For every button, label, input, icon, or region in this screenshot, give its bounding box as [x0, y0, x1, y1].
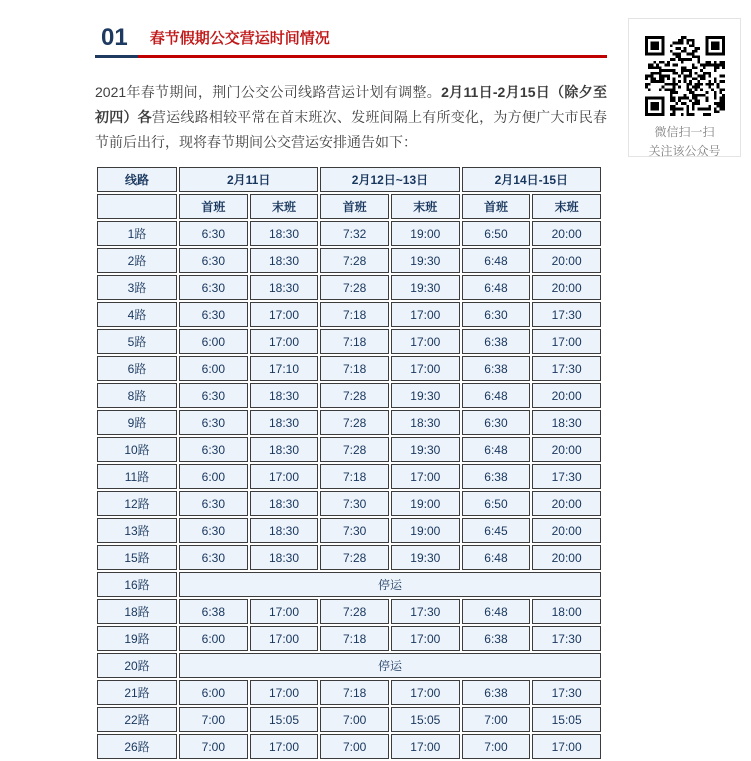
time-cell: 18:30 [250, 545, 319, 570]
timetable-body [97, 221, 601, 759]
suspended-cell: 停运 [179, 572, 601, 597]
time-cell: 20:00 [532, 221, 601, 246]
section-number: 01 [95, 26, 138, 58]
time-cell: 18:30 [250, 491, 319, 516]
route-cell: 3路 [97, 275, 177, 300]
time-cell: 17:00 [391, 356, 460, 381]
time-cell: 6:48 [462, 437, 531, 462]
time-cell: 6:45 [462, 518, 531, 543]
first-bus-header-2: 首班 [320, 194, 389, 219]
time-cell: 17:00 [250, 302, 319, 327]
time-cell: 17:10 [250, 356, 319, 381]
time-cell: 19:00 [391, 491, 460, 516]
time-cell: 6:48 [462, 545, 531, 570]
time-cell: 7:18 [320, 626, 389, 651]
time-cell: 7:00 [179, 734, 248, 759]
time-cell: 6:30 [179, 221, 248, 246]
time-cell: 6:38 [462, 626, 531, 651]
time-cell: 6:30 [179, 545, 248, 570]
time-cell: 7:18 [320, 680, 389, 705]
route-cell: 10路 [97, 437, 177, 462]
time-cell: 7:00 [320, 734, 389, 759]
time-cell: 20:00 [532, 518, 601, 543]
time-cell: 17:30 [391, 599, 460, 624]
table-row [97, 302, 601, 327]
intro-text-start: 2021年春节期间，荆门公交公司线路营运计划有调整。 [95, 84, 442, 100]
time-cell: 17:00 [250, 734, 319, 759]
time-cell: 7:30 [320, 491, 389, 516]
time-cell: 6:48 [462, 275, 531, 300]
route-cell: 15路 [97, 545, 177, 570]
time-cell: 17:30 [532, 302, 601, 327]
time-cell: 6:00 [179, 680, 248, 705]
time-cell: 6:30 [179, 437, 248, 462]
table-row [97, 410, 601, 435]
time-cell: 7:28 [320, 599, 389, 624]
time-cell: 18:00 [532, 599, 601, 624]
time-cell: 18:30 [250, 275, 319, 300]
route-cell: 2路 [97, 248, 177, 273]
suspended-cell: 停运 [179, 653, 601, 678]
section-title: 春节假期公交营运时间情况 [149, 30, 330, 47]
qr-caption-line2: 关注该公众号 [648, 144, 721, 158]
route-cell: 19路 [97, 626, 177, 651]
time-cell: 18:30 [532, 410, 601, 435]
route-cell: 6路 [97, 356, 177, 381]
time-cell: 18:30 [250, 383, 319, 408]
route-cell: 11路 [97, 464, 177, 489]
time-cell: 7:00 [462, 734, 531, 759]
time-cell: 20:00 [532, 437, 601, 462]
time-cell: 17:00 [391, 329, 460, 354]
time-cell: 19:30 [391, 545, 460, 570]
bus-timetable [95, 165, 603, 761]
first-bus-header-3: 首班 [462, 194, 531, 219]
time-cell: 20:00 [532, 248, 601, 273]
route-cell: 12路 [97, 491, 177, 516]
date-group-header-2: 2月12日~13日 [320, 167, 459, 192]
time-cell: 6:30 [179, 275, 248, 300]
qr-caption [629, 123, 740, 161]
time-cell: 6:38 [462, 356, 531, 381]
time-cell: 7:32 [320, 221, 389, 246]
time-cell: 7:00 [462, 707, 531, 732]
time-cell: 17:00 [391, 302, 460, 327]
time-cell: 15:05 [391, 707, 460, 732]
time-cell: 17:30 [532, 356, 601, 381]
time-cell: 17:30 [532, 626, 601, 651]
table-row [97, 572, 601, 597]
time-cell: 6:00 [179, 464, 248, 489]
time-cell: 6:00 [179, 329, 248, 354]
time-cell: 20:00 [532, 545, 601, 570]
time-cell: 20:00 [532, 275, 601, 300]
route-cell: 4路 [97, 302, 177, 327]
time-cell: 17:00 [250, 599, 319, 624]
time-cell: 7:28 [320, 383, 389, 408]
time-cell: 15:05 [532, 707, 601, 732]
route-cell: 1路 [97, 221, 177, 246]
time-cell: 19:30 [391, 275, 460, 300]
time-cell: 17:00 [391, 626, 460, 651]
time-cell: 19:30 [391, 437, 460, 462]
table-row [97, 464, 601, 489]
table-row [97, 599, 601, 624]
time-cell: 18:30 [391, 410, 460, 435]
time-cell: 6:00 [179, 626, 248, 651]
article-content [95, 0, 607, 761]
time-cell: 6:48 [462, 599, 531, 624]
section-title-underline [138, 30, 607, 58]
time-cell: 6:30 [179, 248, 248, 273]
time-cell: 18:30 [250, 518, 319, 543]
table-row [97, 275, 601, 300]
time-cell: 18:30 [250, 221, 319, 246]
time-cell: 7:30 [320, 518, 389, 543]
time-cell: 17:00 [391, 680, 460, 705]
route-subheader-empty-cell [97, 194, 177, 219]
time-cell: 7:00 [179, 707, 248, 732]
date-header-row [97, 167, 601, 192]
last-bus-header-3: 末班 [532, 194, 601, 219]
table-row [97, 680, 601, 705]
qr-caption-line1: 微信扫一扫 [654, 125, 715, 139]
time-cell: 7:28 [320, 437, 389, 462]
time-cell: 7:18 [320, 329, 389, 354]
table-row [97, 626, 601, 651]
time-cell: 17:30 [532, 464, 601, 489]
time-cell: 6:38 [462, 680, 531, 705]
time-cell: 6:50 [462, 221, 531, 246]
qr-panel [628, 18, 741, 157]
time-cell: 6:38 [179, 599, 248, 624]
time-cell: 20:00 [532, 491, 601, 516]
time-cell: 7:28 [320, 275, 389, 300]
date-group-header-1: 2月11日 [179, 167, 318, 192]
route-cell: 9路 [97, 410, 177, 435]
route-cell: 13路 [97, 518, 177, 543]
route-cell: 5路 [97, 329, 177, 354]
table-row [97, 383, 601, 408]
route-cell: 18路 [97, 599, 177, 624]
time-cell: 6:30 [462, 410, 531, 435]
time-cell: 6:48 [462, 383, 531, 408]
table-row [97, 248, 601, 273]
time-cell: 17:00 [250, 680, 319, 705]
last-bus-header-2: 末班 [391, 194, 460, 219]
table-row [97, 329, 601, 354]
time-cell: 6:38 [462, 464, 531, 489]
table-row [97, 518, 601, 543]
time-cell: 6:50 [462, 491, 531, 516]
time-cell: 6:30 [179, 410, 248, 435]
time-cell: 6:30 [179, 383, 248, 408]
time-cell: 6:30 [179, 302, 248, 327]
timetable-header [97, 167, 601, 219]
time-cell: 7:00 [320, 707, 389, 732]
intro-paragraph [95, 80, 607, 155]
time-cell: 7:28 [320, 248, 389, 273]
time-cell: 7:18 [320, 356, 389, 381]
time-cell: 7:18 [320, 464, 389, 489]
time-cell: 15:05 [250, 707, 319, 732]
time-cell: 20:00 [532, 383, 601, 408]
time-cell: 6:00 [179, 356, 248, 381]
time-cell: 6:30 [462, 302, 531, 327]
table-row [97, 653, 601, 678]
time-cell: 17:30 [532, 680, 601, 705]
time-cell: 17:00 [391, 464, 460, 489]
time-cell: 19:30 [391, 383, 460, 408]
last-bus-header-1: 末班 [250, 194, 319, 219]
table-row [97, 356, 601, 381]
intro-text-bold: 2月11日-2月15日（除夕至初四）各 [95, 84, 607, 125]
time-cell: 18:30 [250, 248, 319, 273]
time-cell: 17:00 [391, 734, 460, 759]
route-cell: 21路 [97, 680, 177, 705]
time-cell: 7:18 [320, 302, 389, 327]
time-cell: 19:30 [391, 248, 460, 273]
subheader-row [97, 194, 601, 219]
route-cell: 22路 [97, 707, 177, 732]
table-row [97, 491, 601, 516]
route-cell: 16路 [97, 572, 177, 597]
time-cell: 6:48 [462, 248, 531, 273]
route-column-header: 线路 [97, 167, 177, 192]
time-cell: 7:28 [320, 410, 389, 435]
intro-text-end: 营运线路相较平常在首末班次、发班间隔上有所变化，为方便广大市民春节前后出行，现将春节期间公交营运安排通告如下： [95, 109, 608, 150]
time-cell: 6:38 [462, 329, 531, 354]
time-cell: 17:00 [250, 329, 319, 354]
table-row [97, 221, 601, 246]
time-cell: 17:00 [532, 734, 601, 759]
route-cell: 8路 [97, 383, 177, 408]
time-cell: 7:28 [320, 545, 389, 570]
first-bus-header-1: 首班 [179, 194, 248, 219]
section-header [95, 26, 607, 58]
time-cell: 17:00 [250, 626, 319, 651]
time-cell: 18:30 [250, 410, 319, 435]
time-cell: 6:30 [179, 491, 248, 516]
table-row [97, 545, 601, 570]
table-row [97, 437, 601, 462]
route-cell: 20路 [97, 653, 177, 678]
table-row [97, 707, 601, 732]
time-cell: 17:00 [250, 464, 319, 489]
time-cell: 18:30 [250, 437, 319, 462]
qr-code-image [645, 36, 725, 116]
time-cell: 17:00 [532, 329, 601, 354]
table-row [97, 734, 601, 759]
date-group-header-3: 2月14日-15日 [462, 167, 601, 192]
route-cell: 26路 [97, 734, 177, 759]
time-cell: 6:30 [179, 518, 248, 543]
time-cell: 19:00 [391, 221, 460, 246]
time-cell: 19:00 [391, 518, 460, 543]
